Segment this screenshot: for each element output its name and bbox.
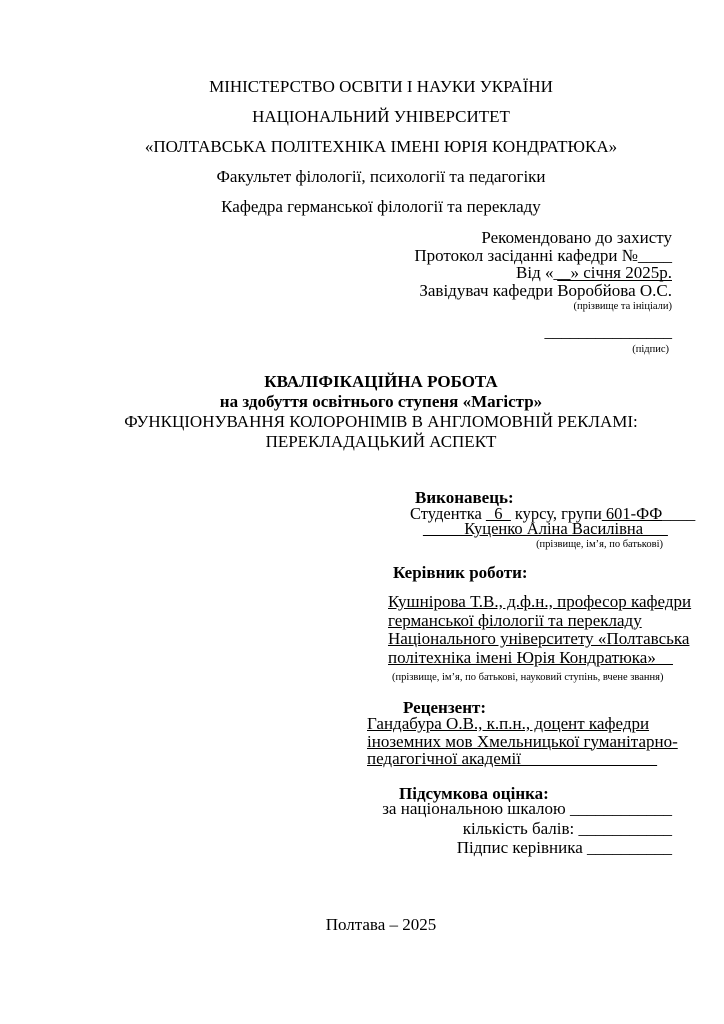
reviewer-label: Рецензент: (403, 698, 487, 717)
degree-line: на здобуття освітнього ступеня «Магістр» (219, 392, 543, 411)
head-of-department-name: Воробйова О.С. (557, 280, 672, 300)
supervisor-line-3: Національного університету «Полтавська (388, 629, 690, 648)
executor-label: Виконавець: (415, 488, 514, 507)
caption-signature: (підпис) (632, 344, 669, 355)
approval-date-line: Від «__» січня 2025р. (516, 263, 672, 282)
department-line: Кафедра германської філології та перекладу (221, 197, 541, 216)
caption-surname-initials: (прізвище та ініціали) (573, 301, 672, 312)
caption-student-full-name: (прізвище, ім’я, по батькові) (536, 539, 663, 550)
approval-head-line (414, 282, 672, 300)
university-header (90, 72, 672, 222)
reviewer-details (367, 715, 678, 768)
thesis-topic-line-2: ПЕРЕКЛАДАЦЬКИЙ АСПЕКТ (265, 432, 497, 451)
city-year-line: Полтава – 2025 (325, 915, 437, 934)
grade-national-scale-line: за національною шкалою ____________ (382, 799, 672, 818)
thesis-title-block (90, 372, 672, 452)
reviewer-line-2: іноземних мов Хмельницької гуманітарно- (367, 731, 678, 751)
approval-protocol-line: Протокол засіданні кафедри №____ (414, 245, 672, 265)
student-name-line: _____Куценко Аліна Василівна___ (423, 519, 668, 538)
grade-supervisor-signature-line: Підпис керівника __________ (456, 838, 672, 857)
supervisor-line-2: германської філології та перекладу (388, 610, 642, 630)
supervisor-details (388, 593, 691, 667)
approval-block (414, 229, 672, 313)
university-name-line: «ПОЛТАВСЬКА ПОЛІТЕХНІКА ІМЕНІ ЮРІЯ КОНДРАТЮКА» (144, 137, 618, 156)
head-of-department-label: Завідувач кафедри (419, 280, 558, 300)
supervisor-line-4: політехніка імені Юрія Кондратюка»__ (388, 647, 673, 667)
supervisor-label: Керівник роботи: (393, 563, 528, 582)
faculty-line: Факультет філології, психології та педагогіки (216, 167, 546, 186)
approval-recommended-line: Рекомендовано до захисту (481, 228, 672, 247)
final-grade-lines (382, 799, 672, 858)
final-grade-label: Підсумкова оцінка: (399, 784, 549, 803)
ministry-line: МІНІСТЕРСТВО ОСВІТИ І НАУКИ УКРАЇНИ (209, 77, 553, 96)
supervisor-line-1: Кушнірова Т.В., д.ф.н., професор кафедри (388, 592, 692, 611)
grade-points-line: кількість балів: ___________ (462, 818, 672, 838)
reviewer-line-3: педагогічної академії________________ (367, 749, 657, 768)
university-line: НАЦІОНАЛЬНИЙ УНІВЕРСИТЕТ (252, 107, 510, 126)
thesis-topic-line-1: ФУНКЦІОНУВАННЯ КОЛОРОНІМІВ В АНГЛОМОВНІЙ РЕКЛАМІ: (124, 412, 638, 431)
student-course-group-line: Студентка _6_ курсу, групи 601-ФФ____ (410, 504, 696, 523)
signature-blank-line: _______________ (544, 322, 672, 341)
caption-supervisor-credentials: (прізвище, ім’я, по батькові, науковий ступінь, вчене звання) (392, 672, 664, 683)
thesis-type-line: КВАЛІФІКАЦІЙНА РОБОТА (264, 372, 498, 391)
reviewer-line-1: Гандабура О.В., к.п.н., доцент кафедри (367, 714, 650, 733)
